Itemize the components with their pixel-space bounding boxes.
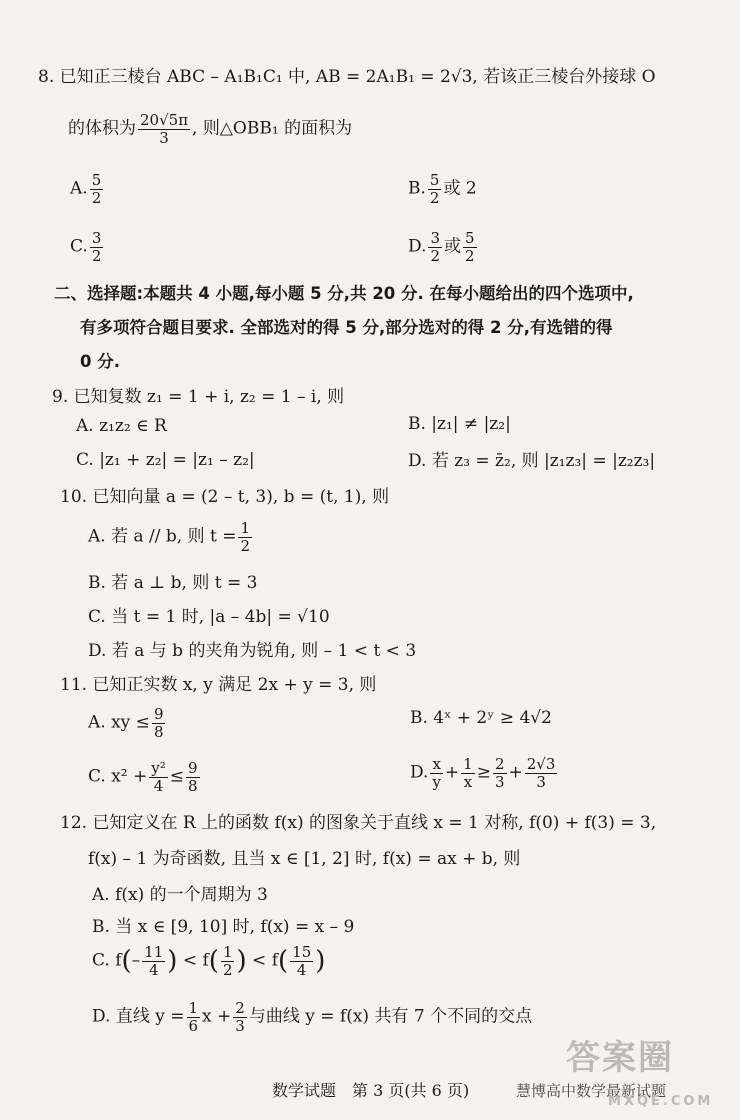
q11-option-d (410, 756, 559, 790)
frac-num: 9 (153, 705, 164, 723)
fraction (233, 1000, 247, 1034)
q12-stem-line2: f(x) – 1 为奇函数, 且当 x ∈ [1, 2] 时, f(x) = ax + b, 则 (88, 849, 521, 869)
fraction (463, 230, 477, 264)
fraction (149, 760, 168, 794)
watermark-logo-sub: MXQE.COM (608, 1094, 714, 1109)
frac-num: 5 (429, 171, 440, 189)
q8-stem-line1: 8. 已知正三棱台 ABC – A₁B₁C₁ 中, AB = 2A₁B₁ = 2√3, 若该正三棱台外接球 O (38, 67, 656, 87)
q8-option-b (408, 172, 477, 206)
option-text: A. xy ≤ (88, 712, 150, 733)
frac-num: 2√3 (526, 755, 556, 773)
option-mid: x + (202, 1006, 232, 1027)
frac-num: 1 (188, 999, 199, 1017)
frac-num: 20√5π (140, 111, 189, 129)
option-tail: 或 2 (443, 178, 477, 199)
q8-stem-line2 (68, 112, 352, 146)
frac-num: 3 (430, 229, 440, 247)
q9-option-b: B. |z₁| ≠ |z₂| (408, 414, 511, 434)
paren: ( (121, 946, 132, 976)
fraction (290, 944, 313, 978)
q9-stem: 9. 已知复数 z₁ = 1 + i, z₂ = 1 – i, 则 (52, 387, 345, 407)
op: ≥ (476, 762, 491, 783)
frac-den: 4 (149, 777, 168, 795)
frac-den: 3 (138, 129, 190, 147)
section2-line3: 0 分. (80, 352, 120, 371)
op: + (508, 762, 523, 783)
fraction (461, 756, 475, 790)
section2-line2: 有多项符合题目要求. 全部选对的得 5 分,部分选对的得 2 分,有选错的得 (80, 318, 613, 337)
q11-option-b: B. 4ˣ + 2ʸ ≥ 4√2 (410, 708, 552, 728)
page-footer: 数学试题 第 3 页(共 6 页) (272, 1081, 470, 1100)
watermark-logo: 答案圈 (566, 1038, 674, 1078)
fraction (142, 944, 165, 978)
frac-num: 1 (222, 943, 233, 961)
option-text: C. x² + (88, 766, 148, 787)
frac-num: 11 (144, 943, 164, 961)
q12-stem-line1: 12. 已知定义在 R 上的函数 f(x) 的图象关于直线 x = 1 对称, f(0) + f(3) = 3, (60, 813, 657, 833)
fraction (428, 230, 442, 264)
frac-den: 2 (429, 188, 440, 207)
fraction (493, 756, 507, 790)
fraction (238, 520, 252, 554)
frac-den: 2 (222, 960, 233, 979)
q10-option-c: C. 当 t = 1 时, |a – 4b| = √10 (88, 607, 330, 627)
frac-num: x (432, 755, 441, 773)
option-mid: ≤ (169, 766, 185, 787)
op: < f (182, 950, 209, 971)
frac-den: 2 (91, 246, 102, 265)
q8-option-c (70, 230, 105, 264)
paren: ( (278, 946, 289, 976)
paren: ) (167, 946, 178, 976)
frac-num: 1 (463, 755, 473, 773)
q10-option-b: B. 若 a ⊥ b, 则 t = 3 (88, 573, 258, 593)
option-tail: 与曲线 y = f(x) 共有 7 个不同的交点 (248, 1006, 533, 1027)
q8-option-a (70, 172, 105, 206)
q10-stem: 10. 已知向量 a = (2 – t, 3), b = (t, 1), 则 (60, 487, 390, 507)
q11-option-c (88, 760, 202, 794)
fraction (90, 172, 104, 206)
fraction (525, 756, 558, 790)
op: < f (252, 950, 278, 971)
fraction (90, 230, 104, 264)
option-text: D. 直线 y = (92, 1006, 185, 1027)
q12-option-a: A. f(x) 的一个周期为 3 (92, 885, 268, 905)
frac-num: 9 (188, 759, 198, 777)
fraction (187, 1000, 201, 1034)
fraction (428, 172, 442, 206)
frac-num: 2 (494, 755, 505, 773)
q8-stem-text-a: 的体积为 (68, 118, 136, 139)
frac-den: 3 (235, 1016, 245, 1035)
paren: ( (208, 946, 219, 976)
frac-num: y² (151, 759, 166, 777)
option-label: B. (408, 178, 426, 199)
fraction (221, 944, 235, 978)
frac-den: x (461, 773, 475, 791)
option-label: C. (70, 236, 88, 257)
option-label: D. (410, 762, 429, 783)
q10-option-d: D. 若 a 与 b 的夹角为锐角, 则 – 1 < t < 3 (88, 641, 417, 661)
frac-den: 2 (464, 246, 475, 265)
q11-option-a (88, 706, 167, 740)
frac-num: 2 (235, 999, 245, 1017)
watermark-text: 慧博高中数学最新试题 (516, 1082, 667, 1100)
frac-num: 1 (240, 519, 251, 537)
frac-den: 3 (494, 772, 505, 791)
q9-option-c: C. |z₁ + z₂| = |z₁ – z₂| (76, 450, 255, 470)
section2-line1: 二、选择题:本题共 4 小题,每小题 5 分,共 20 分. 在每小题给出的四个选项中, (54, 284, 634, 303)
fraction (152, 706, 166, 740)
q12-option-b: B. 当 x ∈ [9, 10] 时, f(x) = x – 9 (92, 917, 355, 937)
frac-den: 6 (188, 1016, 199, 1035)
option-label: A. (70, 178, 88, 199)
frac-num: 3 (91, 229, 102, 247)
q12-option-c: C. f(– $\frac{11}{4}$ ) < f( $\frac{1}{2}$ ) < f( $\frac{15}{4}$ ) (92, 943, 326, 979)
frac-den: y (432, 772, 441, 791)
option-text: C. f (92, 950, 122, 971)
frac-num: 15 (292, 943, 312, 961)
q10-option-a (88, 520, 254, 554)
frac-den: 8 (188, 776, 198, 795)
frac-den: 4 (142, 961, 165, 979)
q9-option-a: A. z₁z₂ ∈ R (76, 416, 167, 436)
option-text: A. 若 a // b, 则 t = (88, 526, 237, 547)
frac-num: 5 (91, 171, 102, 189)
paren: ) (236, 946, 247, 976)
q8-stem-text-b: , 则△OBB₁ 的面积为 (192, 118, 353, 139)
frac-den: 2 (240, 536, 251, 555)
fraction (430, 756, 442, 790)
frac-den: 4 (290, 961, 313, 979)
q8-volume-fraction (138, 112, 190, 146)
paren: ) (315, 946, 326, 976)
q11-stem: 11. 已知正实数 x, y 满足 2x + y = 3, 则 (60, 675, 377, 695)
option-mid: 或 (443, 236, 461, 257)
q12-option-d (92, 1000, 532, 1034)
frac-den: 2 (91, 188, 102, 207)
q8-option-d (408, 230, 479, 264)
option-label: D. (408, 236, 427, 257)
q9-option-d: D. 若 z₃ = z̄₂, 则 |z₁z₃| = |z₂z₃| (408, 451, 656, 471)
frac-den: 8 (153, 722, 164, 741)
op: + (444, 762, 460, 783)
fraction (186, 760, 200, 794)
frac-num: 5 (464, 229, 475, 247)
frac-den: 3 (525, 773, 558, 791)
frac-den: 2 (430, 246, 440, 265)
